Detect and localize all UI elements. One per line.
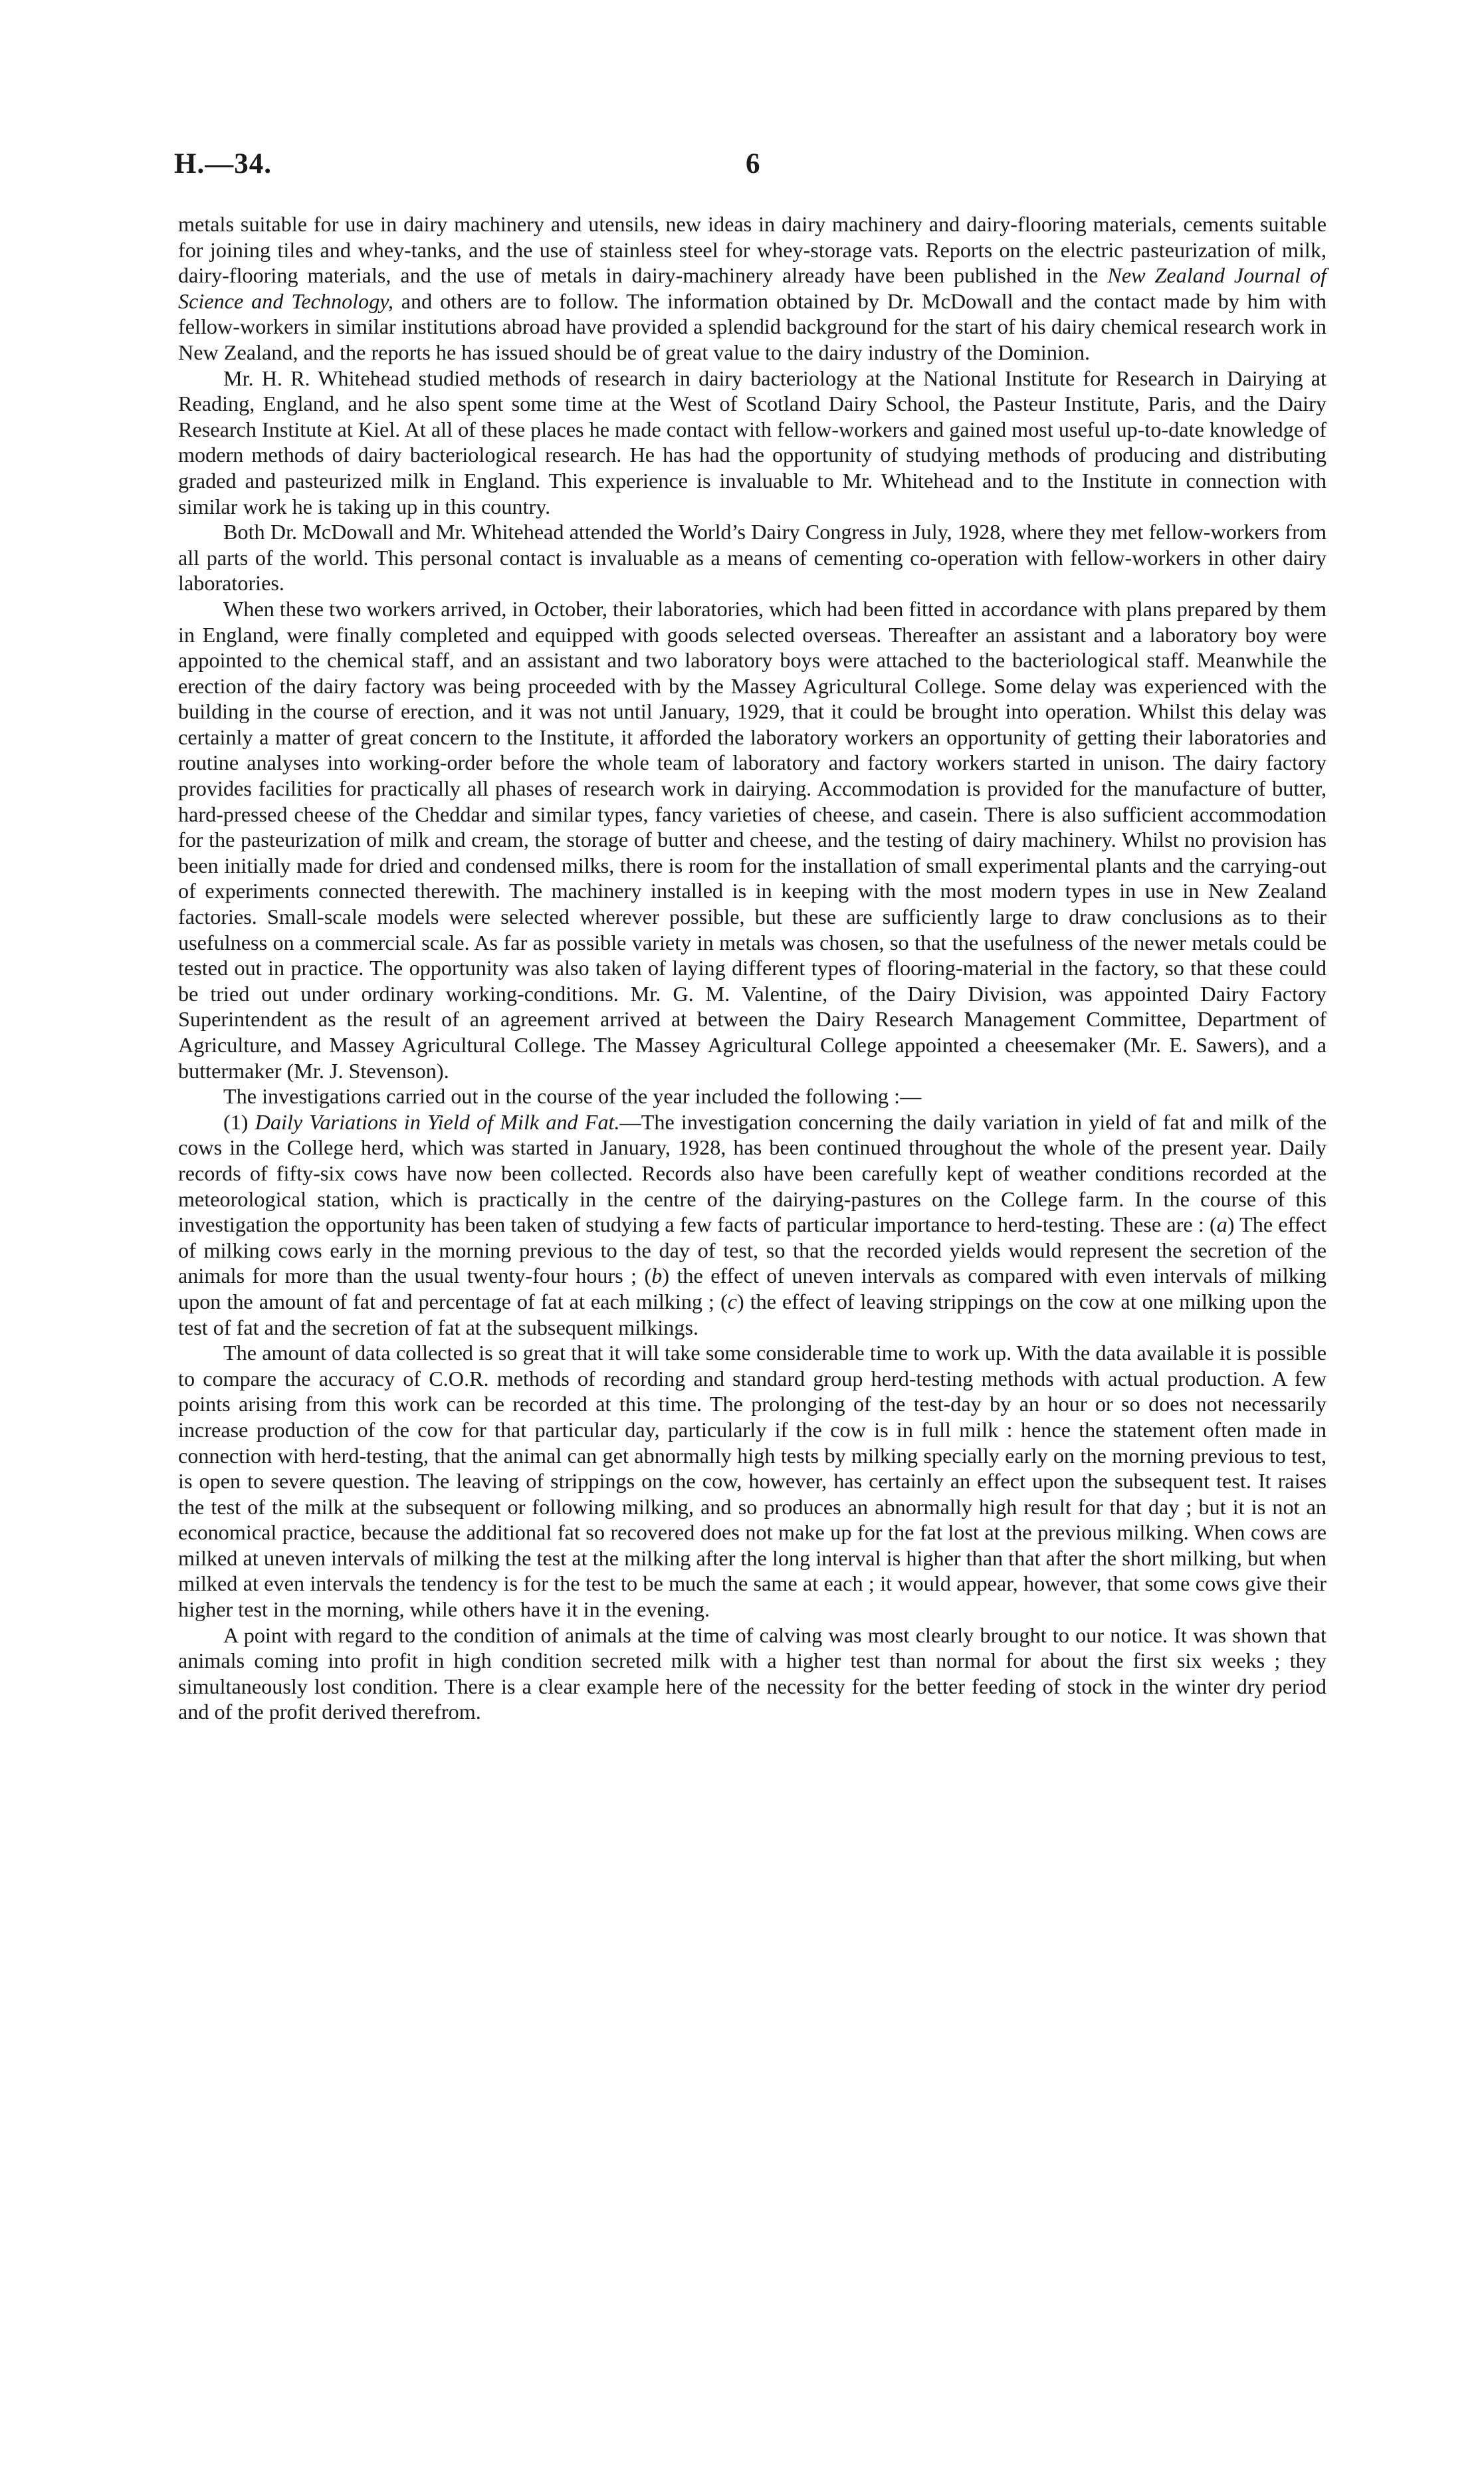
italic-text: a bbox=[1216, 1212, 1227, 1237]
text-run: —The investigation concerning the daily variation in yield of fat and milk of the cows in the College herd, which was started in January, 1928, has been continued throughout the whole of the present year. Daily records of fifty-six cows have now been collected. Records also have been carefully kept of weather conditions recorded at the meteorological station, which is practically in the centre of the dairying-pastures on the College farm. In the course of this investigation the opportunity has been taken of studying a few facts of particular importance to herd-testing. These are : ( bbox=[178, 1109, 1326, 1237]
paragraph bbox=[178, 596, 1326, 1083]
text-run: The amount of data collected is so great that it will take some considerable time to work up. With the data available it is possible to compare the accuracy of C.O.R. methods of recording and standard group herd-testing methods with actual production. A few points arising from this work can be recorded at this time. The prolonging of the test-day by an hour or so does not necessarily increase production of the cow for that particular day, particularly if the cow is in full milk : hence the statement often made in connection with herd-testing, that the animal can get abnormally high tests by milking specially early on the morning previous to test, is open to severe question. The leaving of strippings on the cow, however, has certainly an effect upon the subsequent test. It raises the test of the milk at the subsequent or following milking, and so produces an abnormally high result for that day ; but it is not an economical practice, because the additional fat so recovered does not make up for the fat lost at the previous milking. When cows are milked at uneven intervals of milking the test at the milking after the long interval is higher than that after the short milking, but when milked at even intervals the tendency is for the test to be much the same at each ; it would appear, however, that some cows give their higher test in the morning, while others have it in the evening. bbox=[178, 1341, 1326, 1622]
italic-text: Daily Variations in Yield of Milk and Fat. bbox=[255, 1109, 620, 1134]
document-reference: H.—34. bbox=[174, 148, 272, 179]
page-header bbox=[174, 148, 1330, 187]
italic-text: c bbox=[727, 1289, 737, 1313]
text-run: ) The effect of milking cows early in the morning previous to the day of test, so that the recorded yields would represent the secretion of the animals for more than the usual twenty-four hours ; ( bbox=[178, 1212, 1326, 1288]
body-text bbox=[178, 211, 1326, 1725]
text-run: The investigations carried out in the course of the year included the following :— bbox=[223, 1084, 922, 1109]
text-run: Mr. H. R. Whitehead studied methods of research in dairy bacteriology at the National Institute for Research in Dairying at Reading, England, and he also spent some time at the West of Scotland Dairy School, the Pasteur Institute, Paris, and the Dairy Research Institute at Kiel. At all of these places he made contact with fellow-workers and gained most useful up-to-date knowledge of modern methods of dairy bacteriological research. He has had the opportunity of studying methods of producing and distributing graded and pasteurized milk in England. This experience is invaluable to Mr. Whitehead and to the Institute in connection with similar work he is taking up in this country. bbox=[178, 366, 1326, 518]
text-run: and others are to follow. The information obtained by Dr. McDowall and the contact made by him with fellow-workers in similar institutions abroad have provided a splendid background for the start of his dairy chemical research work in New Zealand, and the reports he has issued should be of great value to the dairy industry of the Dominion. bbox=[178, 288, 1326, 364]
text-run: Both Dr. McDowall and Mr. Whitehead attended the World’s Dairy Congress in July, 1928, where they met fellow-workers from all parts of the world. This personal contact is invaluable as a means of cementing co-operation with fellow-workers in other dairy laboratories. bbox=[178, 520, 1326, 596]
text-run: (1) bbox=[223, 1109, 255, 1134]
paragraph bbox=[178, 366, 1326, 520]
text-run: ) the effect of uneven intervals as compared with even intervals of milking upon the amount of fat and percentage of fat at each milking ; ( bbox=[178, 1264, 1326, 1313]
paragraph bbox=[178, 1109, 1326, 1340]
text-run: ) the effect of leaving strippings on the cow at one milking upon the test of fat and the secretion of fat at the subsequent milkings. bbox=[178, 1289, 1326, 1339]
italic-text: New Zealand Journal of Science and Technology, bbox=[178, 263, 1326, 313]
paragraph bbox=[178, 211, 1326, 366]
text-run: A point with regard to the condition of animals at the time of calving was most clearly brought to our notice. It was shown that animals coming into profit in high condition secreted milk with a higher test than normal for about the first six weeks ; they simultaneously lost condition. There is a clear example here of the necessity for the better feeding of stock in the winter dry period and of the profit derived therefrom. bbox=[178, 1623, 1326, 1724]
paragraph bbox=[178, 1340, 1326, 1623]
paragraph bbox=[178, 1623, 1326, 1725]
page-number: 6 bbox=[746, 148, 760, 179]
text-run: metals suitable for use in dairy machinery and utensils, new ideas in dairy machinery and dairy-flooring materials, cements suitable for joining tiles and whey-tanks, and the use of stainless steel for whey-storage vats. Reports on the electric pasteurization of milk, dairy-flooring materials, and the use of metals in dairy-machinery already have been published in the bbox=[178, 212, 1326, 288]
italic-text: b bbox=[651, 1264, 663, 1288]
paragraph bbox=[178, 1083, 1326, 1109]
paragraph bbox=[178, 519, 1326, 596]
text-run: When these two workers arrived, in October, their laboratories, which had been fitted in accordance with plans prepared by them in England, were finally completed and equipped with goods selected overseas. Thereafter an assistant and a laboratory boy were appointed to the chemical staff, and an assistant and two laboratory boys were attached to the bacteriological staff. Meanwhile the erection of the dairy factory was being proceeded with by the Massey Agricultural College. Some delay was experienced with the building in the course of erection, and it was not until January, 1929, that it could be brought into operation. Whilst this delay was certainly a matter of great concern to the Institute, it afforded the laboratory workers an opportunity of getting their laboratories and routine analyses into working-order before the whole team of laboratory and factory workers started in unison. The dairy factory provides facilities for practically all phases of research work in dairying. Accommodation is provided for the manufacture of butter, hard-pressed cheese of the Cheddar and similar types, fancy varieties of cheese, and casein. There is also sufficient accommodation for the pasteurization of milk and cream, the storage of butter and cheese, and the testing of dairy machinery. Whilst no provision has been initially made for dried and condensed milks, there is room for the installation of small experimental plants and the carrying-out of experiments connected therewith. The machinery installed is in keeping with the most modern types in use in New Zealand factories. Small-scale models were selected wherever possible, but these are sufficiently large to draw conclusions as to their usefulness on a commercial scale. As far as possible variety in metals was chosen, so that the usefulness of the newer metals could be tested out in practice. The opportunity was also taken of laying different types of flooring-material in the factory, so that these could be tried out under ordinary working-conditions. Mr. G. M. Valentine, of the Dairy Division, was appointed Dairy Factory Superintendent as the result of an agreement arrived at between the Dairy Research Management Committee, Department of Agriculture, and Massey Agricultural College. The Massey Agricultural College appointed a cheesemaker (Mr. E. Sawers), and a buttermaker (Mr. J. Stevenson). bbox=[178, 596, 1326, 1083]
